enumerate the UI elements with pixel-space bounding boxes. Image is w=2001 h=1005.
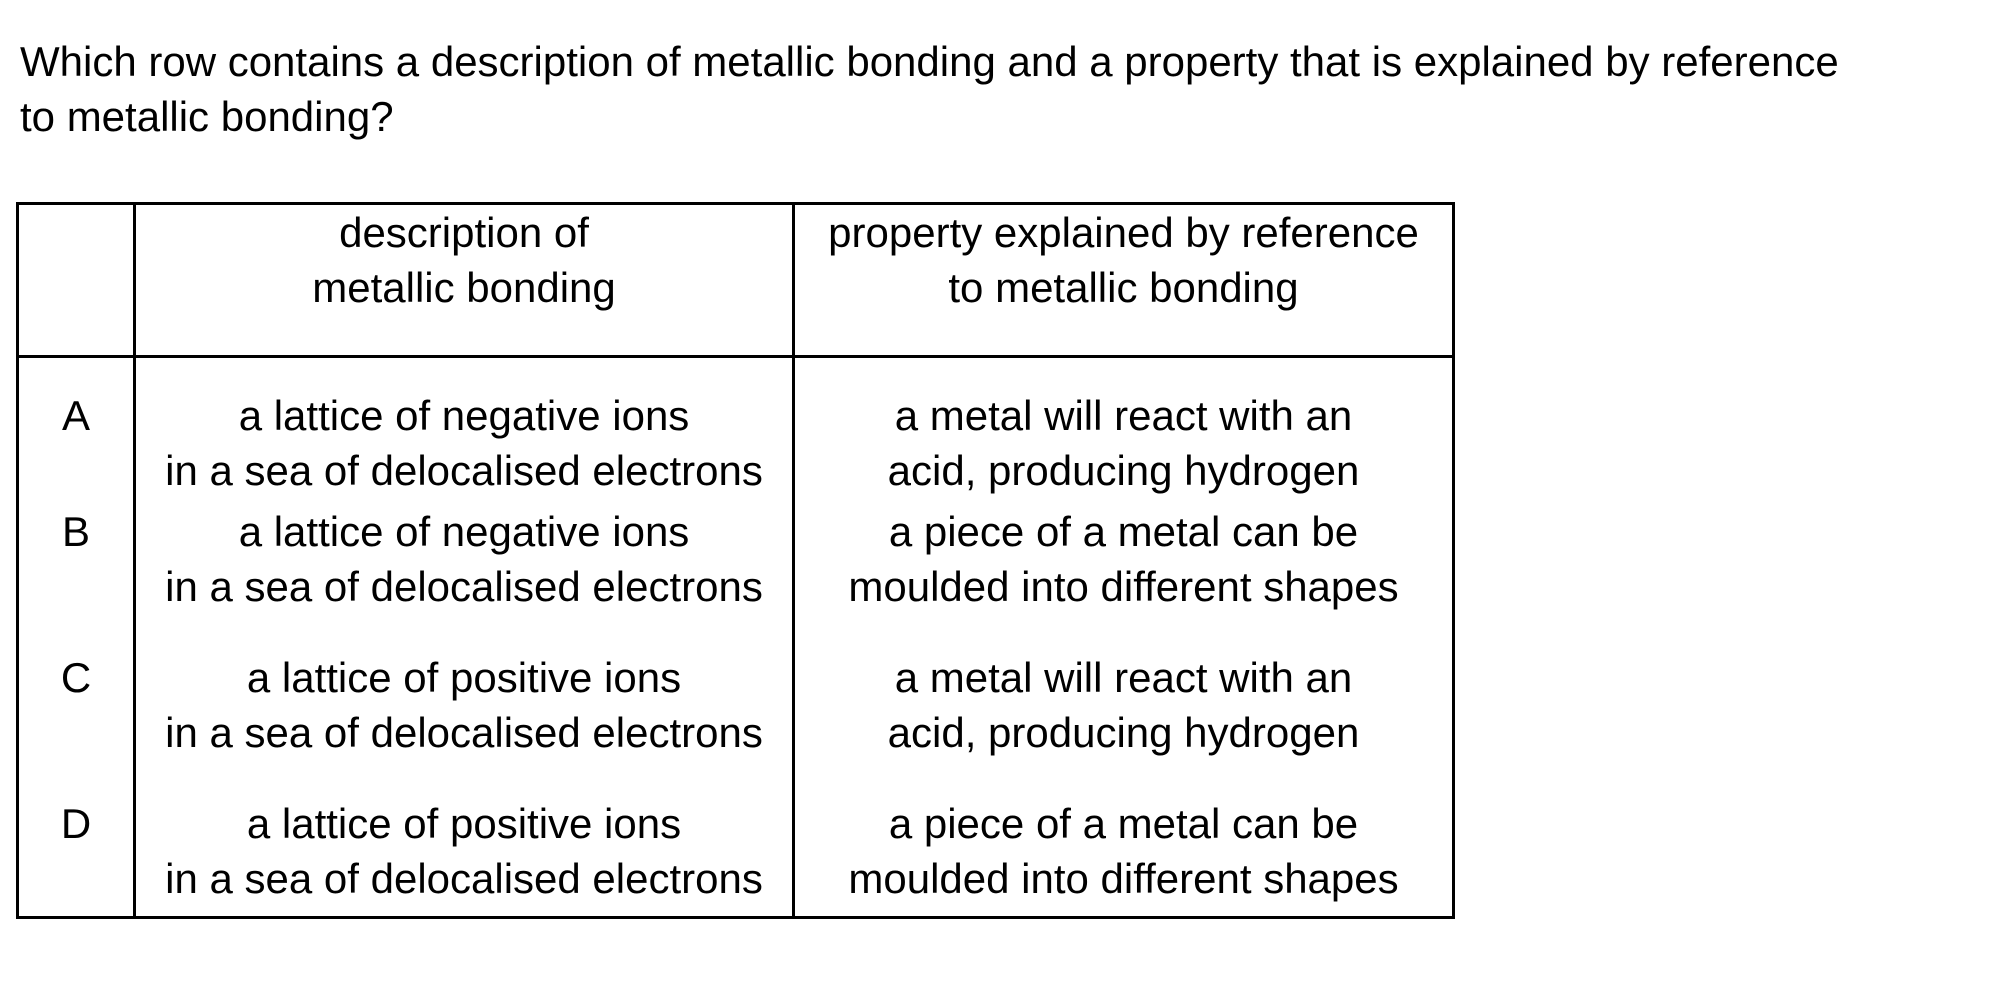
row-key-c: C [18,650,135,796]
row-b-description [135,504,794,650]
row-a-description [135,357,794,505]
header-row [18,204,1454,357]
row-b-property-line-2: moulded into different shapes [848,563,1399,610]
row-a-description-line-2: in a sea of delocalised electrons [165,447,763,494]
header-property [794,204,1454,357]
row-a-property-line-2: acid, producing hydrogen [887,447,1360,494]
row-d-description-line-1: a lattice of positive ions [246,800,682,847]
header-property-line-1: property explained by reference [828,209,1419,256]
row-key-d: D [18,796,135,918]
table-row-d [18,796,1454,918]
question-line-1: Which row contains a description of metallic bonding and a property that is explained by reference [20,38,1839,85]
row-a-property [794,357,1454,505]
row-b-description-line-2: in a sea of delocalised electrons [165,563,763,610]
answer-table [16,202,1455,919]
row-c-property-line-2: acid, producing hydrogen [887,709,1360,756]
row-d-description [135,796,794,918]
row-d-description-line-2: in a sea of delocalised electrons [165,855,763,902]
question-line-2: to metallic bonding? [20,93,394,140]
table-row-a [18,357,1454,505]
header-description-line-1: description of [339,209,589,256]
question-text [20,34,1995,144]
row-d-property [794,796,1454,918]
row-b-property-line-1: a piece of a metal can be [888,508,1359,555]
header-property-line-2: to metallic bonding [948,264,1299,311]
header-description-line-2: metallic bonding [312,264,616,311]
row-d-property-line-1: a piece of a metal can be [888,800,1359,847]
row-key-b: B [18,504,135,650]
row-key-a: A [18,357,135,505]
row-d-property-line-2: moulded into different shapes [848,855,1399,902]
row-c-property [794,650,1454,796]
row-c-property-line-1: a metal will react with an [894,654,1353,701]
row-c-description-line-2: in a sea of delocalised electrons [165,709,763,756]
row-a-property-line-1: a metal will react with an [894,392,1353,439]
table-row-c [18,650,1454,796]
row-c-description [135,650,794,796]
header-key [18,204,135,357]
row-b-description-line-1: a lattice of negative ions [238,508,690,555]
row-c-description-line-1: a lattice of positive ions [246,654,682,701]
row-b-property [794,504,1454,650]
row-a-description-line-1: a lattice of negative ions [238,392,690,439]
header-description [135,204,794,357]
table-row-b [18,504,1454,650]
